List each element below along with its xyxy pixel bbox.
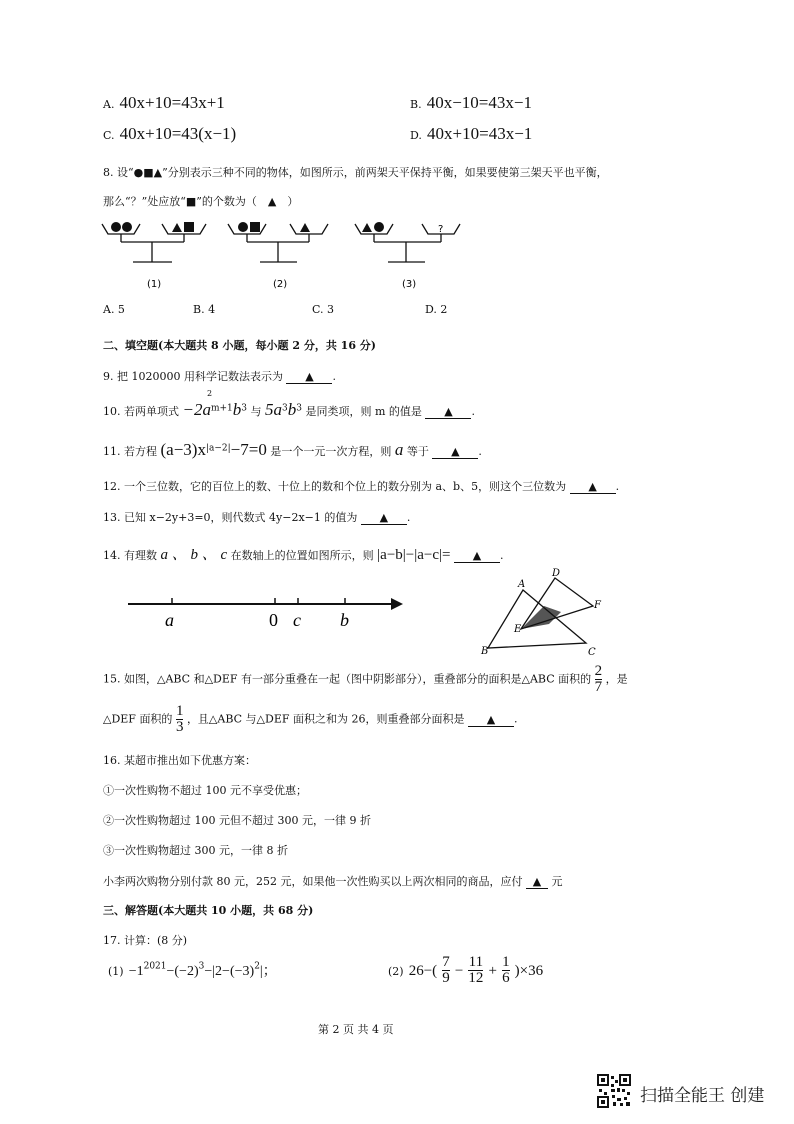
q10-b1: b (232, 400, 242, 419)
qr-code-icon (597, 1074, 631, 1108)
square-icon (184, 222, 194, 232)
q7-option-d (410, 124, 532, 144)
number-line-label-0: 0 (269, 610, 278, 630)
q17-f1-num: 7 (442, 954, 450, 970)
q17-f3-den: 6 (502, 970, 510, 986)
circle-icon (122, 222, 132, 232)
q7-option-d-expr: 40x+10=43x−1 (427, 124, 533, 143)
q17-p1-d: |； (259, 964, 277, 979)
q17-p1-exp2: 3 (198, 961, 205, 972)
q10-b1exp: 3 (241, 403, 248, 414)
section-3-title: 三、解答题(本大题共 10 小题，共 68 分) (103, 904, 314, 917)
q10-pre: 10. 若两单项式 (103, 405, 179, 418)
q17-fraction-11-12 (468, 955, 483, 986)
scale-1 (102, 222, 206, 262)
q7-option-b-expr: 40x−10=43x−1 (426, 93, 532, 112)
q7-option-b-label: B. (410, 98, 422, 111)
number-line-figure (125, 590, 410, 635)
q17-f2-den: 12 (468, 970, 484, 986)
q14 (103, 543, 504, 564)
q17-f2-num: 11 (468, 954, 484, 970)
vertex-label-d: D (552, 568, 561, 579)
q15-line1 (103, 664, 628, 695)
vertex-label-c: C (588, 647, 596, 656)
q15-blank: ▲ (468, 713, 514, 727)
q17-p2-post: )×36 (514, 963, 544, 979)
q17-minus: − (454, 963, 464, 979)
q7-option-d-label: D. (410, 129, 422, 142)
balance-scales-figure (100, 212, 480, 292)
number-line-label-c: c (293, 610, 301, 630)
scale-2-label: (2) (273, 279, 288, 290)
q11-eq: (a−3)x (160, 440, 206, 459)
q13 (103, 509, 410, 525)
triangle-icon (362, 223, 372, 232)
q15-line2-post: ，且△ABC 与△DEF 面积之和为 26，则重叠部分面积是 (186, 712, 465, 726)
q10-b2: b (287, 400, 297, 419)
q13-end: . (406, 511, 411, 524)
q14-vars: a 、 b 、 c (160, 547, 228, 563)
q14-expr: |a−b|−|a−c|= (377, 547, 451, 563)
q10-term2: 5a (265, 400, 283, 419)
q17-p1-b: −(−2) (166, 964, 199, 979)
q8-option-a: A. 5 (103, 303, 125, 316)
vertex-label-f: F (594, 600, 601, 611)
number-line-label-a: a (165, 610, 174, 630)
q7-option-c-label: C. (103, 129, 115, 142)
q17-part2-label: (2) (388, 965, 404, 978)
q15-frac1-num: 2 (594, 663, 603, 679)
q15-line1-pre: 15. 如图，△ABC 和△DEF 有一部分重叠在一起（图中阴影部分），重叠部分的面积是△ABC 面积的 (103, 672, 592, 686)
q10-a2exp: 3 (282, 403, 288, 414)
q7-option-c (103, 124, 236, 144)
q17-p1-a: −1 (128, 964, 144, 979)
square-icon (250, 222, 260, 232)
triangle-icon (300, 223, 310, 232)
q9 (103, 368, 336, 384)
q10-b2exp: 3 (296, 403, 302, 414)
q11-end: . (478, 445, 482, 458)
q7-option-a-label: A. (103, 98, 115, 111)
question-mark: ? (438, 224, 444, 235)
q16-unit: 元 (551, 875, 563, 888)
q13-text: 13. 已知 x−2y+3=0，则代数式 4y−2x−1 的值为 (103, 511, 358, 524)
q10-mid: 与 (250, 405, 262, 418)
q10-exp1: m+1 (210, 403, 233, 414)
number-line-label-b: b (340, 610, 349, 630)
q15-fraction-2-7 (595, 664, 603, 695)
q16-item-3: ③一次性购物超过 300 元，一律 8 折 (103, 844, 288, 857)
q17-plus: + (488, 963, 497, 979)
circle-icon (238, 222, 248, 232)
q17-p2-pre: 26−( (408, 963, 438, 979)
q7-option-a-expr: 40x+10=43x+1 (119, 93, 225, 112)
number-line-arrow (391, 598, 403, 610)
vertex-label-b: B (481, 646, 489, 656)
q11-pre: 11. 若方程 (103, 445, 157, 458)
q17-f1-den: 9 (442, 970, 450, 986)
q7-option-a (103, 93, 225, 113)
q11-eq2: −7=0 (230, 440, 267, 459)
q10-blank: ▲ (425, 405, 471, 419)
scale-1-label: (1) (147, 279, 162, 290)
q17-part2 (388, 955, 543, 986)
q14-pre: 14. 有理数 (103, 549, 157, 562)
scale-3-label: (3) (402, 279, 417, 290)
q10-top-mark: 2 (207, 389, 213, 398)
vertex-label-a: A (518, 579, 526, 590)
page-footer: 第 2 页 共 4 页 (318, 1023, 394, 1036)
q12 (103, 478, 619, 494)
triangle-icon (172, 223, 182, 232)
q17-title: 17. 计算：(8 分) (103, 934, 188, 947)
q9-text: 9. 把 1020000 用科学记数法表示为 (103, 370, 283, 383)
q16-item-2: ②一次性购物超过 100 元但不超过 300 元，一律 9 折 (103, 814, 371, 827)
circle-icon (111, 222, 121, 232)
q16-question (103, 873, 562, 889)
overlapping-triangles-figure (478, 566, 604, 656)
q11-exp: |a−2| (205, 443, 231, 454)
q9-end: . (332, 370, 336, 383)
q7-option-b (410, 93, 532, 113)
q16-title: 16. 某超市推出如下优惠方案： (103, 754, 256, 767)
q12-blank: ▲ (570, 480, 616, 494)
vertex-label-e: E (514, 624, 522, 635)
scale-2 (228, 222, 328, 262)
q13-blank: ▲ (361, 511, 407, 525)
q15-frac2-den: 3 (175, 719, 184, 735)
q14-end: . (500, 549, 504, 562)
q16-question-text: 小李两次购物分别付款 80 元，252 元，如果他一次性购买以上两次相同的商品，应付 (103, 875, 523, 888)
scale-3 (355, 222, 460, 262)
q15-fraction-1-3 (176, 704, 184, 735)
q10 (103, 400, 475, 420)
q8-text-line1: 8. 设“●■▲”分别表示三种不同的物体，如图所示，前两架天平保持平衡，如果要使第三架天平也平衡， (103, 166, 608, 179)
q9-blank: ▲ (286, 370, 332, 384)
q17-f3-num: 1 (502, 954, 510, 970)
q10-post: 是同类项，则 m 的值是 (305, 405, 422, 418)
q17-part1 (108, 960, 277, 980)
q8-text-line2: 那么“？”处应放“■”的个数为（ ▲ ） (103, 195, 299, 208)
q11-var: a (394, 440, 404, 459)
q11-post2: 等于 (406, 445, 429, 458)
q14-blank: ▲ (454, 549, 500, 563)
q17-fraction-1-6 (502, 955, 510, 986)
q11 (103, 440, 482, 460)
q16-blank: ▲ (526, 875, 548, 889)
q17-p1-exp3: 2 (254, 961, 260, 972)
scanner-watermark-text: 扫描全能王 创建 (640, 1086, 765, 1106)
q8-option-b: B. 4 (193, 303, 216, 316)
q17-fraction-7-9 (442, 955, 450, 986)
q11-post: 是一个一元一次方程，则 (270, 445, 392, 458)
q12-text: 12. 一个三位数，它的百位上的数、十位上的数和个位上的数分别为 a、b、5，则这个三位数为 (103, 480, 567, 493)
q15-line2 (103, 704, 517, 735)
q10-term1: −2a (182, 400, 211, 419)
section-2-title: 二、填空题(本大题共 8 小题，每小题 2 分，共 16 分) (103, 339, 377, 352)
q10-end: . (471, 405, 475, 418)
q16-item-1: ①一次性购物不超过 100 元不享受优惠； (103, 784, 307, 797)
q17-part1-label: (1) (108, 965, 124, 978)
q15-end: . (513, 712, 518, 726)
q7-option-c-expr: 40x+10=43(x−1) (119, 124, 237, 143)
q8-option-d: D. 2 (425, 303, 448, 316)
circle-icon (374, 222, 384, 232)
q17-p1-exp: 2021 (143, 961, 167, 972)
q15-frac1-den: 7 (594, 679, 603, 695)
q8-option-c: C. 3 (312, 303, 335, 316)
q12-end: . (615, 480, 620, 493)
q17-p1-c: −|2−(−3) (204, 964, 255, 979)
q15-frac2-num: 1 (175, 703, 184, 719)
q11-blank: ▲ (432, 445, 478, 459)
q15-line2-pre: △DEF 面积的 (103, 712, 173, 726)
q14-post: 在数轴上的位置如图所示，则 (230, 549, 374, 562)
q15-line1-post: ，是 (605, 672, 628, 686)
